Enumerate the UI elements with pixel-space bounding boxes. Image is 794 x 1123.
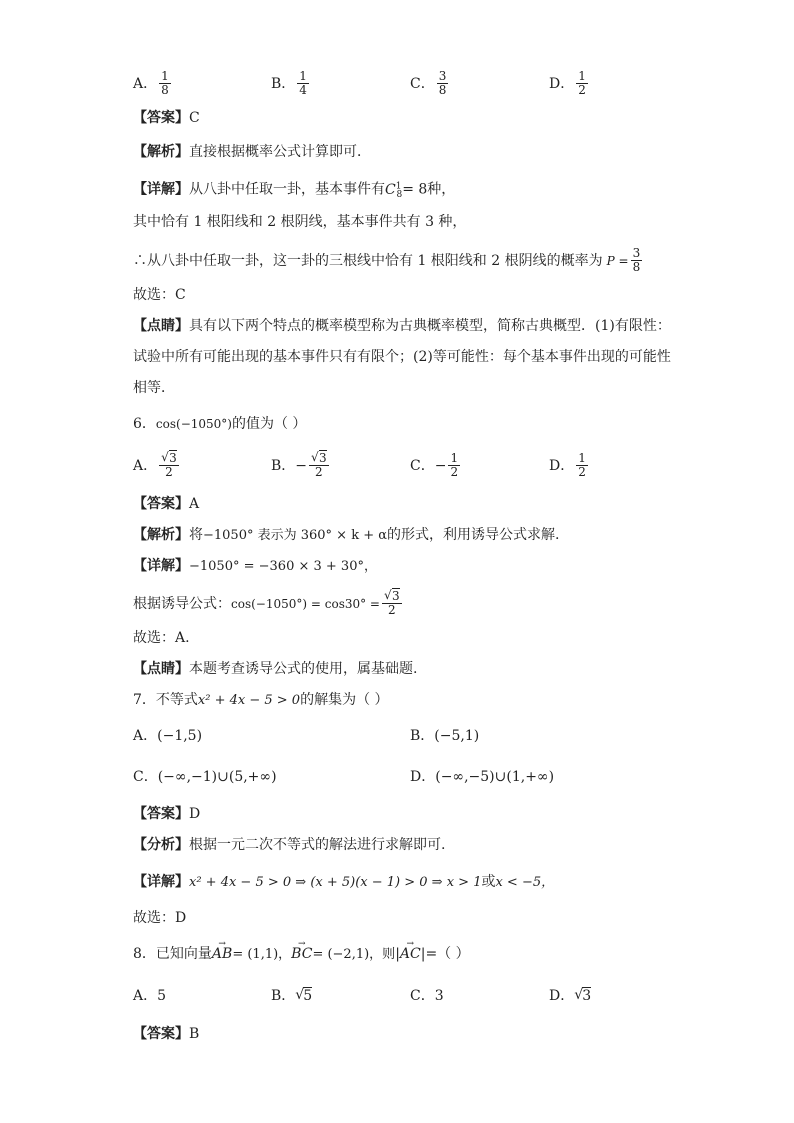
detail-math: −1050° = −360 × 3 + 30°， [189,559,377,574]
q5-option-d [549,70,590,97]
q7-option-a [133,726,202,746]
radicand: 3 [319,451,327,465]
denominator: 8 [632,260,641,274]
analysis-tag: 【解析】 [133,527,189,543]
detail-math: x² + 4x − 5 > 0 ⇒ (x + 5)(x − 1) > 0 ⇒ x > 1 [189,875,482,890]
detail-math-2: x < −5， [495,875,555,890]
analysis-tag: 【解析】 [133,144,189,160]
vector-ac-magnitude: → |AC| [395,944,425,964]
option-label: B． [271,75,296,92]
option-label: A． [133,75,158,92]
analysis-math: −1050° 表示为 360° × k + α [203,528,388,543]
option-text: (−5,1) [434,728,480,744]
option-text: (−∞,−1)∪(5,+∞) [157,769,277,785]
fraction [159,70,171,97]
denominator: 2 [165,465,173,479]
comment-tag: 【点睛】 [133,661,189,677]
vector-bc: → BC [291,944,312,964]
detail-or: 或 [481,874,496,890]
numerator: 1 [161,69,169,83]
numerator: 1 [450,451,459,465]
q6-option-a [133,452,181,479]
q5-option-a [133,70,173,97]
option-label: C． [410,457,435,474]
denominator: 2 [388,603,396,617]
q8-option-d [549,986,591,1006]
q8-stem [133,944,470,965]
q6-stem [133,414,306,434]
q7-detail [133,872,554,893]
stem-text: 7．不等式 [133,692,198,708]
option-label: A． [133,728,158,744]
fraction [631,247,643,274]
q6-option-c [410,452,462,479]
q7-choose: 故选：D [133,910,187,926]
q6-detail [133,556,377,577]
induction-text: 根据诱导公式： [133,595,231,612]
analysis-text: 直接根据概率公式计算即可． [189,144,371,160]
q6-option-d [549,452,590,479]
q7-option-d [410,767,554,787]
q8-answer [133,1024,199,1044]
option-text: (−∞,−5)∪(1,+∞) [435,769,555,785]
denominator: 4 [299,83,307,97]
radicand: 3 [169,451,177,465]
analysis-text-end: 的形式，利用诱导公式求解. [387,527,560,543]
fraction [576,70,588,97]
denominator: 2 [315,465,323,479]
q8-option-a [133,986,166,1006]
detail-text: 从八卦中任取一卦，基本事件有 [189,181,385,198]
fraction [448,452,460,479]
q5-analysis [133,142,371,162]
fraction [437,70,449,97]
sign: − [434,457,447,474]
answer-tag: 【答案】 [133,1026,189,1042]
option-label: C． [133,769,158,785]
q6-option-b [271,452,331,479]
option-label: A． [133,988,158,1004]
denominator: 8 [438,83,447,97]
numerator [309,452,329,466]
sqrt [574,986,591,1006]
detail-text-end: = 8种， [402,181,456,198]
answer-value: A [189,496,200,512]
q6-answer [133,494,199,514]
radicand: 5 [303,988,313,1004]
combination-formula [385,181,403,201]
option-label: C． [410,75,435,92]
answer-tag: 【答案】 [133,806,189,822]
option-label: B． [410,728,435,744]
q5-choose: 故选：C [133,287,186,303]
option-label: D． [410,769,436,785]
q7-option-c [133,767,277,787]
answer-value: B [189,1026,200,1042]
answer-value: D [189,806,201,822]
vector-ab: → AB [212,944,232,964]
option-text: 5 [157,988,167,1004]
numerator: 1 [578,451,586,465]
option-label: D． [549,75,575,92]
q7-analysis [133,835,445,855]
analysis-text: 将 [189,527,203,543]
numerator: 1 [578,69,586,83]
sqrt [161,452,177,465]
q5-detail [133,176,455,205]
detail-tag: 【详解】 [133,558,189,574]
q6-analysis [133,525,559,546]
probability-symbol: P = [606,253,629,268]
denominator: 2 [578,83,586,97]
option-label: C． [410,988,435,1004]
sign: − [295,457,308,474]
fraction [309,452,329,479]
option-text: (−1,5) [157,728,203,744]
question-number: 6． [133,416,156,432]
sqrt [384,590,400,603]
q6-comment [133,659,417,679]
detail-text: ∴从八卦中任取一卦，这一卦的三根线中恰有 1 根阳线和 2 根阴线的概率为 [133,252,603,269]
stem-text: 的值为（ ） [231,416,307,432]
numerator: 3 [438,69,447,83]
combination-sub: 8 [396,190,403,201]
stem-text-end: =（ ） [425,946,470,962]
fraction [576,452,588,479]
q6-induction [133,590,404,617]
stem-math: cos(−1050°) [155,417,232,431]
radicand: 3 [582,988,592,1004]
q7-stem [133,690,389,711]
q5-detail-line3 [133,247,644,274]
denominator: 2 [578,465,586,479]
q7-option-b [410,726,479,746]
q5-comment [133,316,671,336]
numerator [382,590,402,604]
numerator: 3 [632,246,641,260]
denominator: 8 [161,83,169,97]
q7-answer [133,804,200,824]
comment-text: 本题考查诱导公式的使用，属基础题. [189,661,418,677]
vector-ab-value: = (1,1)， [232,947,292,962]
q5-comment-line3: 相等． [133,380,175,396]
comment-text: 具有以下两个特点的概率模型称为古典概率模型，简称古典概型．(1)有限性： [189,318,671,334]
induction-math: cos(−1050°) = cos30° = [231,596,380,611]
sqrt [295,986,312,1006]
analysis-text: 根据一元二次不等式的解法进行求解即可. [189,837,446,853]
option-label: B． [271,988,296,1004]
option-label: D． [549,457,575,474]
numerator: 1 [299,69,307,83]
q5-comment-line2: 试验中所有可能出现的基本事件只有有限个；(2)等可能性：每个基本事件出现的可能性 [133,349,671,365]
analysis-tag: 【分析】 [133,837,189,853]
sqrt [311,452,327,465]
detail-tag: 【详解】 [133,874,189,890]
stem-text: 8．已知向量 [133,946,212,962]
q8-option-b [271,986,312,1006]
answer-value: C [189,110,200,126]
stem-text-end: 的解集为（ ） [300,692,389,708]
option-label: D． [549,988,575,1004]
q5-detail-line2: 其中恰有 1 根阳线和 2 根阴线，基本事件共有 3 种， [133,214,467,230]
combination-symbol: C [385,181,396,198]
answer-tag: 【答案】 [133,110,189,126]
q5-answer [133,108,200,128]
combination-sup: 1 [395,181,402,191]
radicand: 3 [392,589,400,603]
answer-tag: 【答案】 [133,496,189,512]
stem-math: x² + 4x − 5 > 0 [197,693,301,708]
numerator [159,452,179,466]
q8-option-c [410,986,444,1006]
fraction [382,590,402,617]
q6-choose: 故选：A. [133,630,190,646]
detail-tag: 【详解】 [133,181,189,198]
fraction [159,452,179,479]
comment-tag: 【点睛】 [133,318,189,334]
vector-bc-value: = (−2,1)，则 [312,947,396,962]
option-label: B． [271,457,296,474]
q5-option-c [410,70,450,97]
fraction [297,70,309,97]
option-text: 3 [434,988,444,1004]
denominator: 2 [450,465,459,479]
option-label: A． [133,457,158,474]
q5-option-b [271,70,311,97]
